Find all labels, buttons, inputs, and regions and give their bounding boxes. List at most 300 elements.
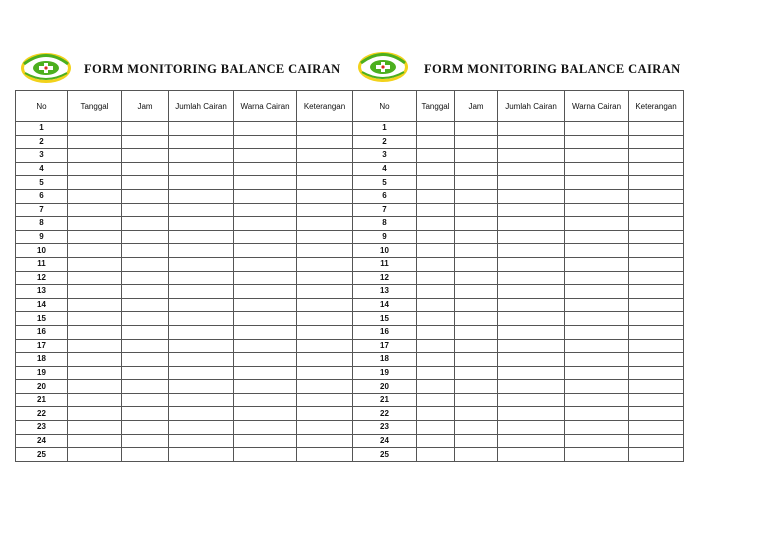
jumlah-cairan-cell[interactable] — [498, 366, 565, 380]
row-number: 15 — [16, 312, 68, 326]
tanggal-cell[interactable] — [417, 325, 455, 339]
jam-cell[interactable] — [122, 407, 169, 421]
warna-cairan-cell[interactable] — [565, 448, 629, 462]
jam-cell[interactable] — [122, 380, 169, 394]
warna-cairan-cell[interactable] — [565, 135, 629, 149]
tanggal-cell[interactable] — [68, 189, 122, 203]
jam-cell[interactable] — [122, 298, 169, 312]
warna-cairan-cell[interactable] — [234, 325, 297, 339]
header-no: No — [16, 91, 68, 122]
tanggal-cell[interactable] — [68, 434, 122, 448]
warna-cairan-cell[interactable] — [565, 122, 629, 136]
jam-cell[interactable] — [455, 189, 498, 203]
jumlah-cairan-cell[interactable] — [169, 325, 234, 339]
warna-cairan-cell[interactable] — [565, 312, 629, 326]
warna-cairan-cell[interactable] — [234, 162, 297, 176]
warna-cairan-cell[interactable] — [565, 339, 629, 353]
row-number: 1 — [353, 122, 417, 136]
jumlah-cairan-cell[interactable] — [169, 312, 234, 326]
jam-cell[interactable] — [122, 135, 169, 149]
jam-cell[interactable] — [455, 393, 498, 407]
tanggal-cell[interactable] — [68, 312, 122, 326]
tanggal-cell[interactable] — [68, 393, 122, 407]
jumlah-cairan-cell[interactable] — [498, 353, 565, 367]
keterangan-cell[interactable] — [297, 325, 353, 339]
row-number: 14 — [353, 298, 417, 312]
warna-cairan-cell[interactable] — [565, 285, 629, 299]
jumlah-cairan-cell[interactable] — [498, 325, 565, 339]
keterangan-cell[interactable] — [297, 285, 353, 299]
jumlah-cairan-cell[interactable] — [169, 203, 234, 217]
jam-cell[interactable] — [455, 285, 498, 299]
warna-cairan-cell[interactable] — [234, 366, 297, 380]
row-number: 5 — [16, 176, 68, 190]
jumlah-cairan-cell[interactable] — [498, 122, 565, 136]
row-number: 12 — [353, 271, 417, 285]
keterangan-cell[interactable] — [629, 393, 684, 407]
tanggal-cell[interactable] — [417, 230, 455, 244]
warna-cairan-cell[interactable] — [565, 298, 629, 312]
table-row — [16, 162, 353, 176]
tanggal-cell[interactable] — [417, 217, 455, 231]
keterangan-cell[interactable] — [629, 257, 684, 271]
tanggal-cell[interactable] — [68, 366, 122, 380]
jumlah-cairan-cell[interactable] — [169, 339, 234, 353]
keterangan-cell[interactable] — [297, 421, 353, 435]
jam-cell[interactable] — [455, 407, 498, 421]
row-number: 15 — [353, 312, 417, 326]
tanggal-cell[interactable] — [417, 448, 455, 462]
row-number: 20 — [16, 380, 68, 394]
jam-cell[interactable] — [455, 135, 498, 149]
warna-cairan-cell[interactable] — [565, 149, 629, 163]
tanggal-cell[interactable] — [68, 448, 122, 462]
keterangan-cell[interactable] — [629, 230, 684, 244]
row-number: 10 — [16, 244, 68, 258]
tanggal-cell[interactable] — [68, 230, 122, 244]
jumlah-cairan-cell[interactable] — [169, 434, 234, 448]
tanggal-cell[interactable] — [417, 407, 455, 421]
jumlah-cairan-cell[interactable] — [169, 353, 234, 367]
jumlah-cairan-cell[interactable] — [169, 230, 234, 244]
header-keterangan: Keterangan — [629, 91, 684, 122]
jumlah-cairan-cell[interactable] — [169, 149, 234, 163]
table-row — [353, 448, 684, 462]
keterangan-cell[interactable] — [629, 217, 684, 231]
warna-cairan-cell[interactable] — [565, 407, 629, 421]
keterangan-cell[interactable] — [297, 203, 353, 217]
keterangan-cell[interactable] — [297, 380, 353, 394]
warna-cairan-cell[interactable] — [234, 298, 297, 312]
jumlah-cairan-cell[interactable] — [169, 176, 234, 190]
jam-cell[interactable] — [455, 339, 498, 353]
jumlah-cairan-cell[interactable] — [498, 176, 565, 190]
jumlah-cairan-cell[interactable] — [498, 407, 565, 421]
warna-cairan-cell[interactable] — [234, 149, 297, 163]
jam-cell[interactable] — [455, 380, 498, 394]
keterangan-cell[interactable] — [629, 189, 684, 203]
warna-cairan-cell[interactable] — [565, 421, 629, 435]
jam-cell[interactable] — [455, 325, 498, 339]
keterangan-cell[interactable] — [629, 366, 684, 380]
jumlah-cairan-cell[interactable] — [498, 285, 565, 299]
keterangan-cell[interactable] — [297, 393, 353, 407]
keterangan-cell[interactable] — [297, 230, 353, 244]
tanggal-cell[interactable] — [417, 298, 455, 312]
warna-cairan-cell[interactable] — [234, 380, 297, 394]
keterangan-cell[interactable] — [297, 257, 353, 271]
table-row — [16, 122, 353, 136]
tanggal-cell[interactable] — [68, 257, 122, 271]
form-title: FORM MONITORING BALANCE CAIRAN — [424, 62, 681, 76]
warna-cairan-cell[interactable] — [234, 203, 297, 217]
keterangan-cell[interactable] — [629, 203, 684, 217]
warna-cairan-cell[interactable] — [234, 176, 297, 190]
jam-cell[interactable] — [122, 434, 169, 448]
jumlah-cairan-cell[interactable] — [169, 393, 234, 407]
jumlah-cairan-cell[interactable] — [169, 407, 234, 421]
jam-cell[interactable] — [122, 448, 169, 462]
table-row — [16, 353, 353, 367]
table-row — [353, 312, 684, 326]
jam-cell[interactable] — [455, 162, 498, 176]
jumlah-cairan-cell[interactable] — [498, 257, 565, 271]
jumlah-cairan-cell[interactable] — [169, 189, 234, 203]
tanggal-cell[interactable] — [417, 162, 455, 176]
jam-cell[interactable] — [455, 421, 498, 435]
jumlah-cairan-cell[interactable] — [498, 244, 565, 258]
tanggal-cell[interactable] — [417, 312, 455, 326]
row-number: 7 — [353, 203, 417, 217]
row-number: 19 — [16, 366, 68, 380]
jam-cell[interactable] — [122, 366, 169, 380]
jam-cell[interactable] — [455, 312, 498, 326]
jam-cell[interactable] — [455, 366, 498, 380]
jam-cell[interactable] — [122, 325, 169, 339]
jumlah-cairan-cell[interactable] — [498, 339, 565, 353]
table-row — [16, 230, 353, 244]
tanggal-cell[interactable] — [417, 149, 455, 163]
keterangan-cell[interactable] — [629, 298, 684, 312]
warna-cairan-cell[interactable] — [234, 189, 297, 203]
tanggal-cell[interactable] — [68, 203, 122, 217]
keterangan-cell[interactable] — [297, 312, 353, 326]
jam-cell[interactable] — [122, 271, 169, 285]
tanggal-cell[interactable] — [68, 244, 122, 258]
jam-cell[interactable] — [122, 217, 169, 231]
jam-cell[interactable] — [122, 230, 169, 244]
jumlah-cairan-cell[interactable] — [169, 448, 234, 462]
warna-cairan-cell[interactable] — [234, 339, 297, 353]
keterangan-cell[interactable] — [297, 353, 353, 367]
warna-cairan-cell[interactable] — [234, 434, 297, 448]
tanggal-cell[interactable] — [417, 176, 455, 190]
jumlah-cairan-cell[interactable] — [169, 421, 234, 435]
tanggal-cell[interactable] — [68, 380, 122, 394]
keterangan-cell[interactable] — [629, 122, 684, 136]
keterangan-cell[interactable] — [629, 312, 684, 326]
keterangan-cell[interactable] — [297, 339, 353, 353]
keterangan-cell[interactable] — [629, 448, 684, 462]
jumlah-cairan-cell[interactable] — [498, 162, 565, 176]
jumlah-cairan-cell[interactable] — [169, 162, 234, 176]
table-row — [16, 380, 353, 394]
jumlah-cairan-cell[interactable] — [498, 298, 565, 312]
tanggal-cell[interactable] — [417, 434, 455, 448]
jam-cell[interactable] — [122, 122, 169, 136]
jumlah-cairan-cell[interactable] — [498, 312, 565, 326]
tanggal-cell[interactable] — [417, 122, 455, 136]
jumlah-cairan-cell[interactable] — [498, 189, 565, 203]
jumlah-cairan-cell[interactable] — [498, 135, 565, 149]
table-row — [16, 285, 353, 299]
row-number: 22 — [16, 407, 68, 421]
jam-cell[interactable] — [122, 393, 169, 407]
keterangan-cell[interactable] — [297, 189, 353, 203]
tanggal-cell[interactable] — [417, 189, 455, 203]
tanggal-cell[interactable] — [68, 285, 122, 299]
jam-cell[interactable] — [122, 353, 169, 367]
tanggal-cell[interactable] — [68, 135, 122, 149]
monitoring-table-left — [15, 90, 353, 462]
tanggal-cell[interactable] — [68, 162, 122, 176]
keterangan-cell[interactable] — [297, 217, 353, 231]
warna-cairan-cell[interactable] — [565, 244, 629, 258]
table-row — [353, 149, 684, 163]
jam-cell[interactable] — [122, 257, 169, 271]
table-row — [16, 149, 353, 163]
keterangan-cell[interactable] — [297, 176, 353, 190]
jumlah-cairan-cell[interactable] — [169, 298, 234, 312]
tanggal-cell[interactable] — [68, 353, 122, 367]
keterangan-cell[interactable] — [297, 366, 353, 380]
header-warna-cairan: Warna Cairan — [234, 91, 297, 122]
warna-cairan-cell[interactable] — [234, 285, 297, 299]
jam-cell[interactable] — [455, 353, 498, 367]
header-keterangan: Keterangan — [297, 91, 353, 122]
header-tanggal: Tanggal — [68, 91, 122, 122]
table-row — [353, 257, 684, 271]
row-number: 18 — [16, 353, 68, 367]
jam-cell[interactable] — [122, 162, 169, 176]
tanggal-cell[interactable] — [417, 353, 455, 367]
keterangan-cell[interactable] — [629, 421, 684, 435]
tanggal-cell[interactable] — [68, 217, 122, 231]
keterangan-cell[interactable] — [297, 244, 353, 258]
keterangan-cell[interactable] — [629, 339, 684, 353]
keterangan-cell[interactable] — [629, 162, 684, 176]
warna-cairan-cell[interactable] — [234, 271, 297, 285]
tanggal-cell[interactable] — [68, 407, 122, 421]
keterangan-cell[interactable] — [297, 407, 353, 421]
jumlah-cairan-cell[interactable] — [169, 285, 234, 299]
keterangan-cell[interactable] — [297, 271, 353, 285]
warna-cairan-cell[interactable] — [565, 325, 629, 339]
warna-cairan-cell[interactable] — [234, 421, 297, 435]
jumlah-cairan-cell[interactable] — [169, 135, 234, 149]
jam-cell[interactable] — [455, 203, 498, 217]
hospital-logo-left — [20, 51, 72, 85]
tanggal-cell[interactable] — [68, 176, 122, 190]
row-number: 6 — [353, 189, 417, 203]
keterangan-cell[interactable] — [297, 149, 353, 163]
keterangan-cell[interactable] — [297, 162, 353, 176]
tanggal-cell[interactable] — [417, 135, 455, 149]
row-number: 3 — [353, 149, 417, 163]
keterangan-cell[interactable] — [297, 448, 353, 462]
warna-cairan-cell[interactable] — [565, 203, 629, 217]
keterangan-cell[interactable] — [629, 353, 684, 367]
jam-cell[interactable] — [455, 176, 498, 190]
tanggal-cell[interactable] — [417, 285, 455, 299]
keterangan-cell[interactable] — [297, 434, 353, 448]
tanggal-cell[interactable] — [68, 122, 122, 136]
keterangan-cell[interactable] — [629, 176, 684, 190]
jumlah-cairan-cell[interactable] — [169, 244, 234, 258]
warna-cairan-cell[interactable] — [565, 393, 629, 407]
tanggal-cell[interactable] — [417, 421, 455, 435]
jam-cell[interactable] — [122, 312, 169, 326]
warna-cairan-cell[interactable] — [565, 189, 629, 203]
keterangan-cell[interactable] — [629, 244, 684, 258]
tanggal-cell[interactable] — [417, 393, 455, 407]
jumlah-cairan-cell[interactable] — [498, 271, 565, 285]
keterangan-cell[interactable] — [629, 135, 684, 149]
jam-cell[interactable] — [455, 434, 498, 448]
jumlah-cairan-cell[interactable] — [498, 230, 565, 244]
table-row — [16, 257, 353, 271]
jumlah-cairan-cell[interactable] — [169, 366, 234, 380]
warna-cairan-cell[interactable] — [565, 257, 629, 271]
warna-cairan-cell[interactable] — [565, 366, 629, 380]
jam-cell[interactable] — [455, 217, 498, 231]
jumlah-cairan-cell[interactable] — [169, 271, 234, 285]
warna-cairan-cell[interactable] — [565, 434, 629, 448]
jumlah-cairan-cell[interactable] — [498, 380, 565, 394]
warna-cairan-cell[interactable] — [565, 176, 629, 190]
keterangan-cell[interactable] — [629, 434, 684, 448]
warna-cairan-cell[interactable] — [565, 217, 629, 231]
jam-cell[interactable] — [455, 257, 498, 271]
hospital-logo-right — [357, 50, 409, 84]
tanggal-cell[interactable] — [68, 271, 122, 285]
tanggal-cell[interactable] — [417, 203, 455, 217]
warna-cairan-cell[interactable] — [234, 448, 297, 462]
jam-cell[interactable] — [455, 149, 498, 163]
keterangan-cell[interactable] — [297, 135, 353, 149]
jumlah-cairan-cell[interactable] — [498, 217, 565, 231]
jam-cell[interactable] — [455, 271, 498, 285]
warna-cairan-cell[interactable] — [234, 393, 297, 407]
jumlah-cairan-cell[interactable] — [498, 434, 565, 448]
table-row — [16, 421, 353, 435]
tanggal-cell[interactable] — [68, 339, 122, 353]
tanggal-cell[interactable] — [68, 325, 122, 339]
table-row — [16, 135, 353, 149]
keterangan-cell[interactable] — [297, 122, 353, 136]
jumlah-cairan-cell[interactable] — [169, 122, 234, 136]
row-number: 8 — [16, 217, 68, 231]
warna-cairan-cell[interactable] — [234, 244, 297, 258]
jumlah-cairan-cell[interactable] — [169, 257, 234, 271]
jam-cell[interactable] — [122, 176, 169, 190]
keterangan-cell[interactable] — [629, 285, 684, 299]
row-number: 11 — [16, 257, 68, 271]
tanggal-cell[interactable] — [417, 380, 455, 394]
warna-cairan-cell[interactable] — [234, 312, 297, 326]
keterangan-cell[interactable] — [629, 325, 684, 339]
tanggal-cell[interactable] — [417, 366, 455, 380]
tanggal-cell[interactable] — [417, 339, 455, 353]
jam-cell[interactable] — [122, 149, 169, 163]
warna-cairan-cell[interactable] — [234, 257, 297, 271]
keterangan-cell[interactable] — [629, 380, 684, 394]
warna-cairan-cell[interactable] — [234, 122, 297, 136]
row-number: 13 — [16, 285, 68, 299]
warna-cairan-cell[interactable] — [565, 271, 629, 285]
tanggal-cell[interactable] — [417, 271, 455, 285]
tanggal-cell[interactable] — [68, 421, 122, 435]
row-number: 21 — [353, 393, 417, 407]
warna-cairan-cell[interactable] — [565, 230, 629, 244]
jam-cell[interactable] — [455, 244, 498, 258]
jumlah-cairan-cell[interactable] — [498, 393, 565, 407]
tanggal-cell[interactable] — [417, 244, 455, 258]
warna-cairan-cell[interactable] — [234, 217, 297, 231]
row-number: 11 — [353, 257, 417, 271]
jam-cell[interactable] — [455, 122, 498, 136]
warna-cairan-cell[interactable] — [234, 407, 297, 421]
jam-cell[interactable] — [122, 203, 169, 217]
table-row — [16, 217, 353, 231]
warna-cairan-cell[interactable] — [565, 380, 629, 394]
jumlah-cairan-cell[interactable] — [169, 217, 234, 231]
row-number: 2 — [16, 135, 68, 149]
jam-cell[interactable] — [122, 339, 169, 353]
tanggal-cell[interactable] — [417, 257, 455, 271]
jam-cell[interactable] — [122, 421, 169, 435]
header-row — [353, 91, 684, 122]
warna-cairan-cell[interactable] — [234, 135, 297, 149]
keterangan-cell[interactable] — [629, 407, 684, 421]
keterangan-cell[interactable] — [629, 271, 684, 285]
jumlah-cairan-cell[interactable] — [498, 421, 565, 435]
jam-cell[interactable] — [455, 298, 498, 312]
warna-cairan-cell[interactable] — [565, 162, 629, 176]
warna-cairan-cell[interactable] — [234, 353, 297, 367]
jumlah-cairan-cell[interactable] — [498, 203, 565, 217]
header-jumlah-cairan: Jumlah Cairan — [498, 91, 565, 122]
keterangan-cell[interactable] — [629, 149, 684, 163]
jumlah-cairan-cell[interactable] — [498, 149, 565, 163]
jumlah-cairan-cell[interactable] — [169, 380, 234, 394]
warna-cairan-cell[interactable] — [565, 353, 629, 367]
tanggal-cell[interactable] — [68, 149, 122, 163]
header-jam: Jam — [122, 91, 169, 122]
jumlah-cairan-cell[interactable] — [498, 448, 565, 462]
keterangan-cell[interactable] — [297, 298, 353, 312]
jam-cell[interactable] — [122, 285, 169, 299]
tanggal-cell[interactable] — [68, 298, 122, 312]
jam-cell[interactable] — [455, 230, 498, 244]
header-row — [16, 91, 353, 122]
jam-cell[interactable] — [455, 448, 498, 462]
warna-cairan-cell[interactable] — [234, 230, 297, 244]
table-row — [353, 434, 684, 448]
jam-cell[interactable] — [122, 244, 169, 258]
row-number: 19 — [353, 366, 417, 380]
jam-cell[interactable] — [122, 189, 169, 203]
